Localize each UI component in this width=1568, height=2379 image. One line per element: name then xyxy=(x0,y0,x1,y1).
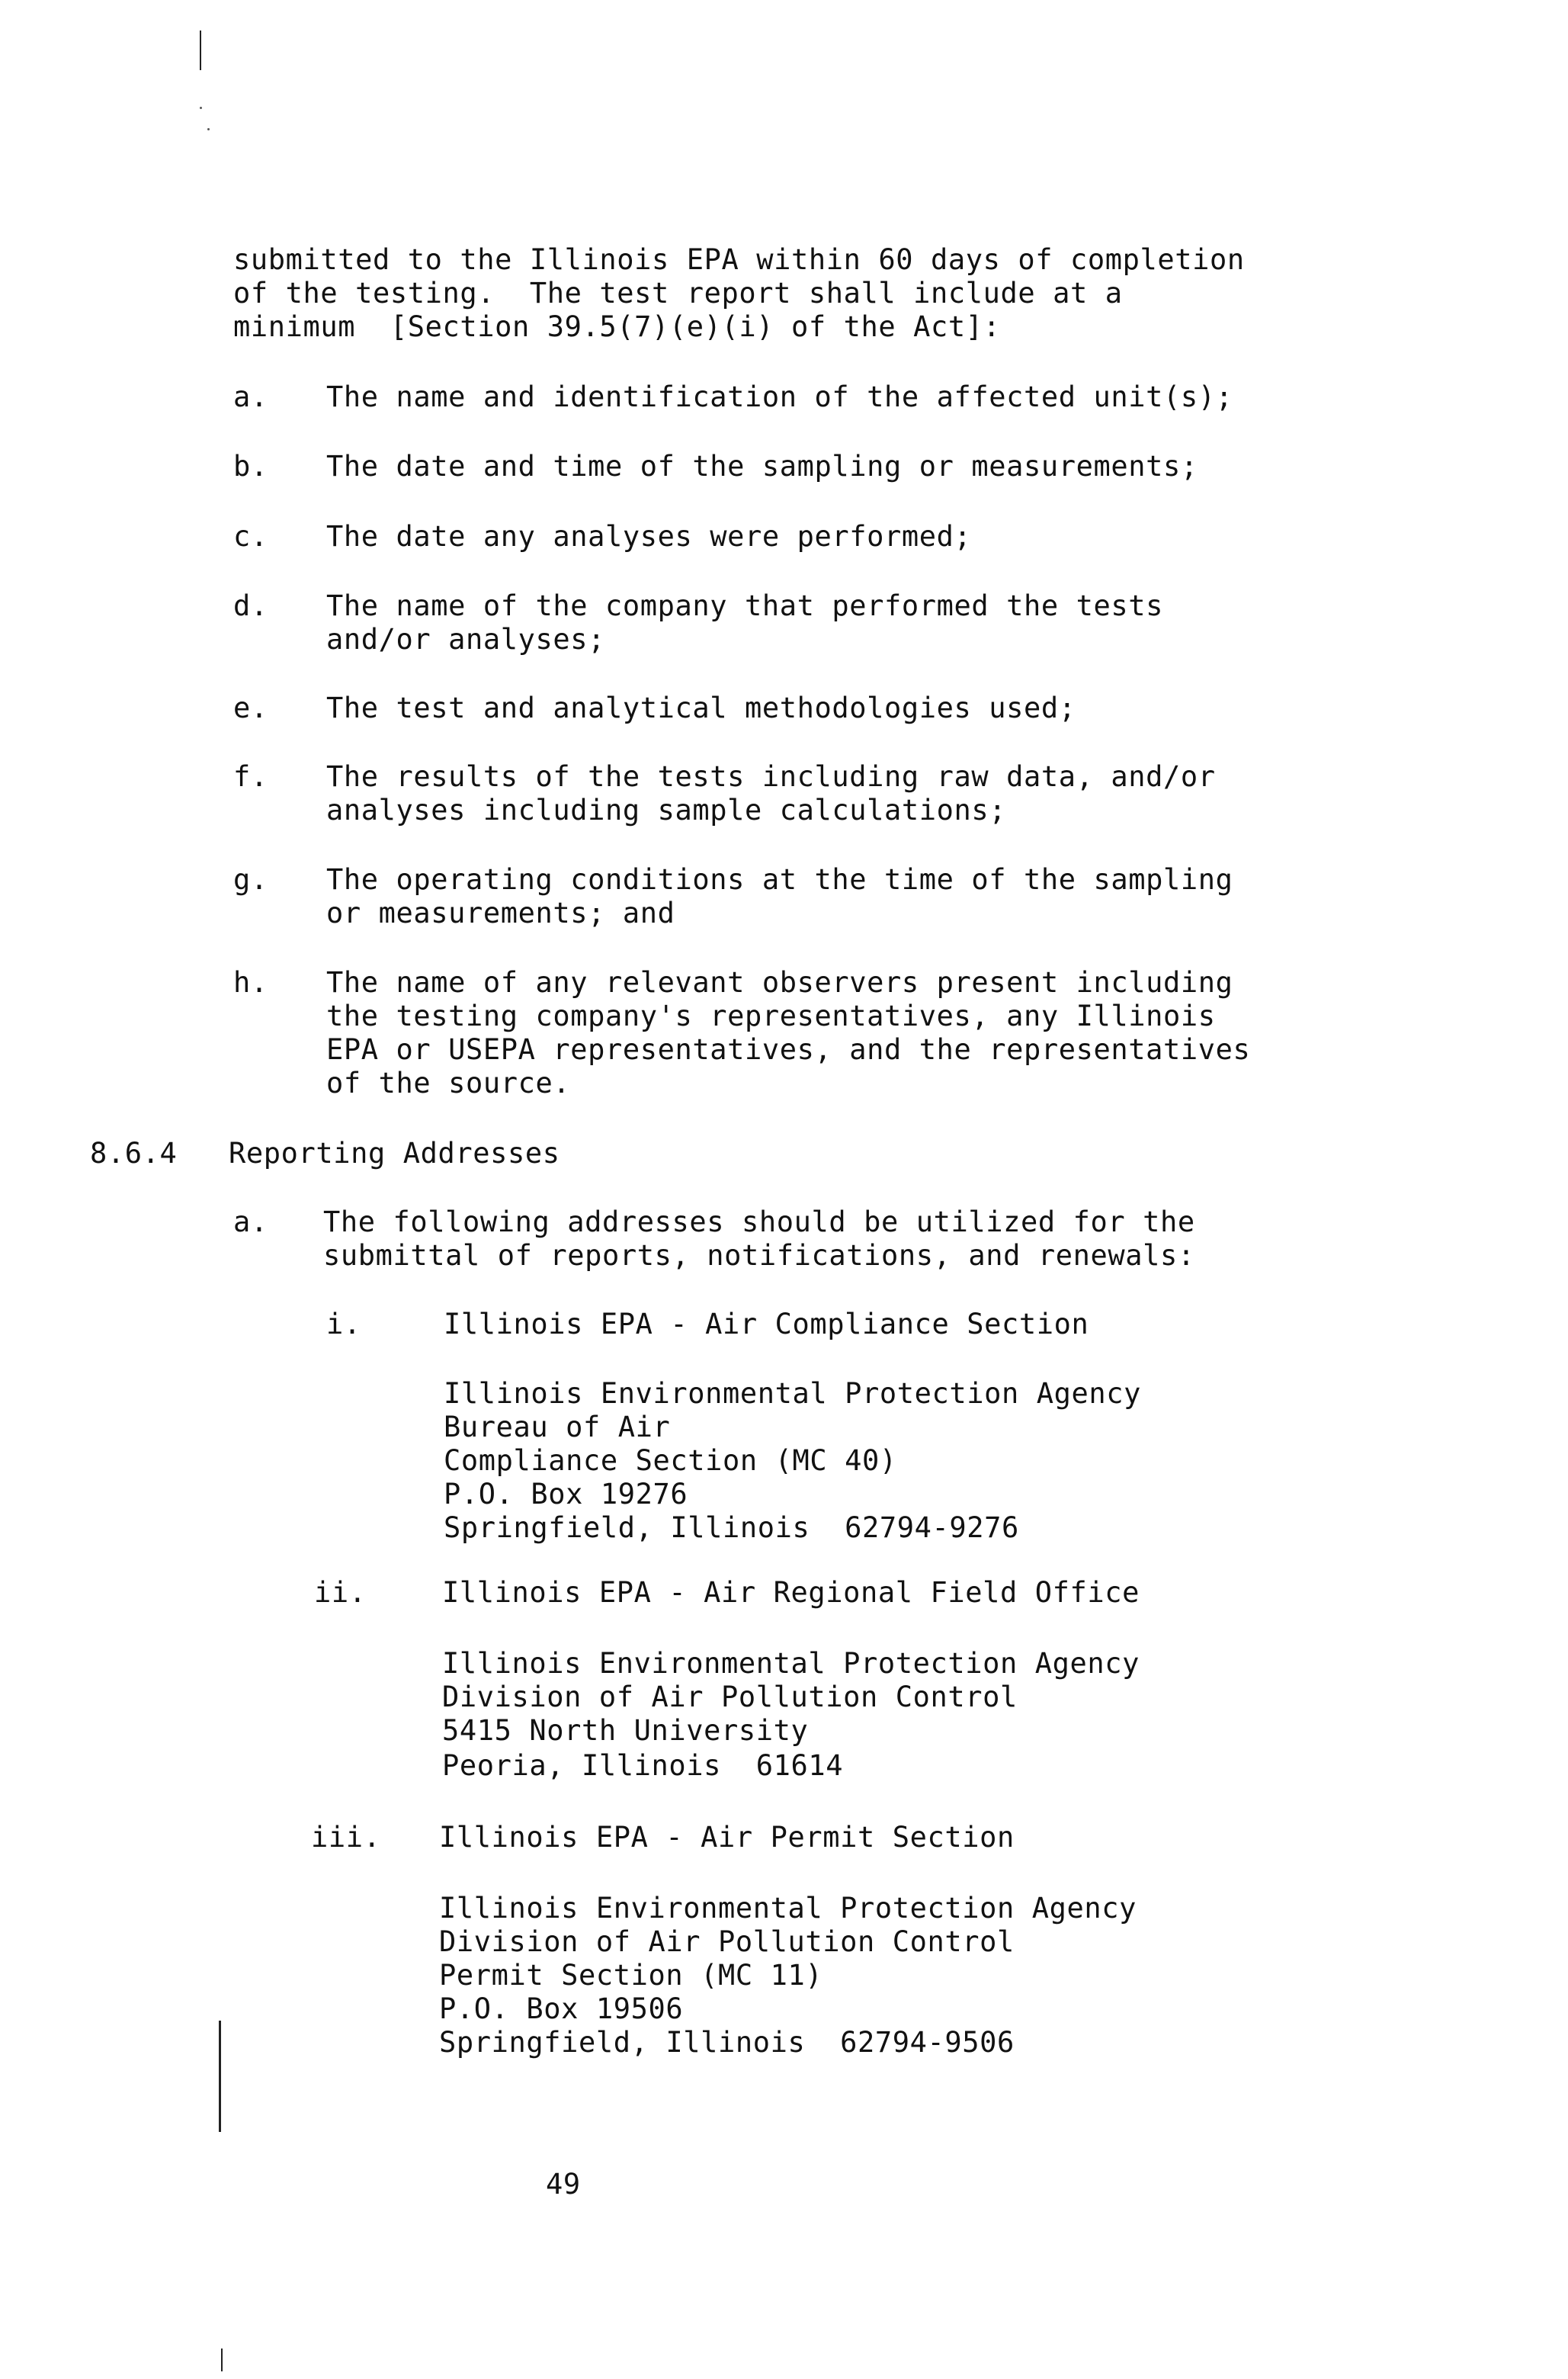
item-letter: a. xyxy=(233,380,268,413)
address-line: 5415 North University xyxy=(442,1714,809,1747)
intro-line-1: submitted to the Illinois EPA within 60 days of completion xyxy=(233,243,1245,276)
address-line: Permit Section (MC 11) xyxy=(439,1959,823,1992)
item-text: and/or analyses; xyxy=(326,623,606,656)
item-text: The test and analytical methodologies used; xyxy=(326,692,1076,724)
address-line: Springfield, Illinois 62794-9276 xyxy=(444,1511,1019,1544)
item-text: The operating conditions at the time of the sampling xyxy=(326,863,1233,896)
item-text: EPA or USEPA representatives, and the representatives xyxy=(326,1033,1251,1066)
scan-mark-bottom xyxy=(221,2348,223,2371)
change-bar xyxy=(219,2021,221,2132)
address-line: Peoria, Illinois 61614 xyxy=(442,1749,844,1782)
item-text: the testing company's representatives, any Illinois xyxy=(326,1000,1216,1032)
section-title: Reporting Addresses xyxy=(229,1137,560,1170)
item-text: The name and identification of the affected unit(s); xyxy=(326,380,1233,413)
address-heading: Illinois EPA - Air Compliance Section xyxy=(444,1308,1089,1340)
address-heading: Illinois EPA - Air Permit Section xyxy=(439,1821,1015,1854)
address-line: P.O. Box 19506 xyxy=(439,1992,684,2025)
item-letter: c. xyxy=(233,520,268,553)
scan-dot xyxy=(200,107,202,109)
scan-dot xyxy=(207,128,210,130)
item-text: The date any analyses were performed; xyxy=(326,520,972,553)
item-letter: e. xyxy=(233,692,268,724)
item-text: The name of the company that performed the tests xyxy=(326,589,1164,622)
item-text: The results of the tests including raw data, and/or xyxy=(326,760,1216,793)
address-numeral: i. xyxy=(326,1308,361,1340)
address-line: P.O. Box 19276 xyxy=(444,1478,688,1511)
address-line: Bureau of Air xyxy=(444,1411,671,1443)
sub-item-letter: a. xyxy=(233,1206,268,1238)
address-numeral: ii. xyxy=(314,1576,367,1609)
item-letter: b. xyxy=(233,450,268,483)
item-text: or measurements; and xyxy=(326,897,675,929)
item-text: The name of any relevant observers present including xyxy=(326,966,1233,999)
sub-item-text: submittal of reports, notifications, and renewals: xyxy=(323,1239,1195,1272)
address-line: Illinois Environmental Protection Agency xyxy=(442,1647,1140,1680)
item-letter: h. xyxy=(233,966,268,999)
item-text: of the source. xyxy=(326,1067,571,1100)
item-letter: g. xyxy=(233,863,268,896)
address-line: Compliance Section (MC 40) xyxy=(444,1444,897,1477)
address-numeral: iii. xyxy=(311,1821,381,1854)
item-letter: d. xyxy=(233,589,268,622)
address-line: Division of Air Pollution Control xyxy=(439,1925,1015,1958)
sub-item-text: The following addresses should be utilized for the xyxy=(323,1206,1195,1238)
intro-line-3: minimum [Section 39.5(7)(e)(i) of the Act]: xyxy=(233,310,1001,343)
section-number: 8.6.4 xyxy=(90,1137,178,1170)
address-line: Division of Air Pollution Control xyxy=(442,1681,1018,1713)
page-number: 49 xyxy=(546,2168,581,2201)
item-text: The date and time of the sampling or measurements; xyxy=(326,450,1198,483)
address-heading: Illinois EPA - Air Regional Field Office xyxy=(442,1576,1140,1609)
item-text: analyses including sample calculations; xyxy=(326,794,1007,827)
scan-mark-top xyxy=(200,30,201,70)
item-letter: f. xyxy=(233,760,268,793)
address-line: Illinois Environmental Protection Agency xyxy=(439,1892,1137,1925)
intro-line-2: of the testing. The test report shall include at a xyxy=(233,277,1123,310)
address-line: Illinois Environmental Protection Agency xyxy=(444,1377,1142,1410)
address-line: Springfield, Illinois 62794-9506 xyxy=(439,2026,1015,2059)
